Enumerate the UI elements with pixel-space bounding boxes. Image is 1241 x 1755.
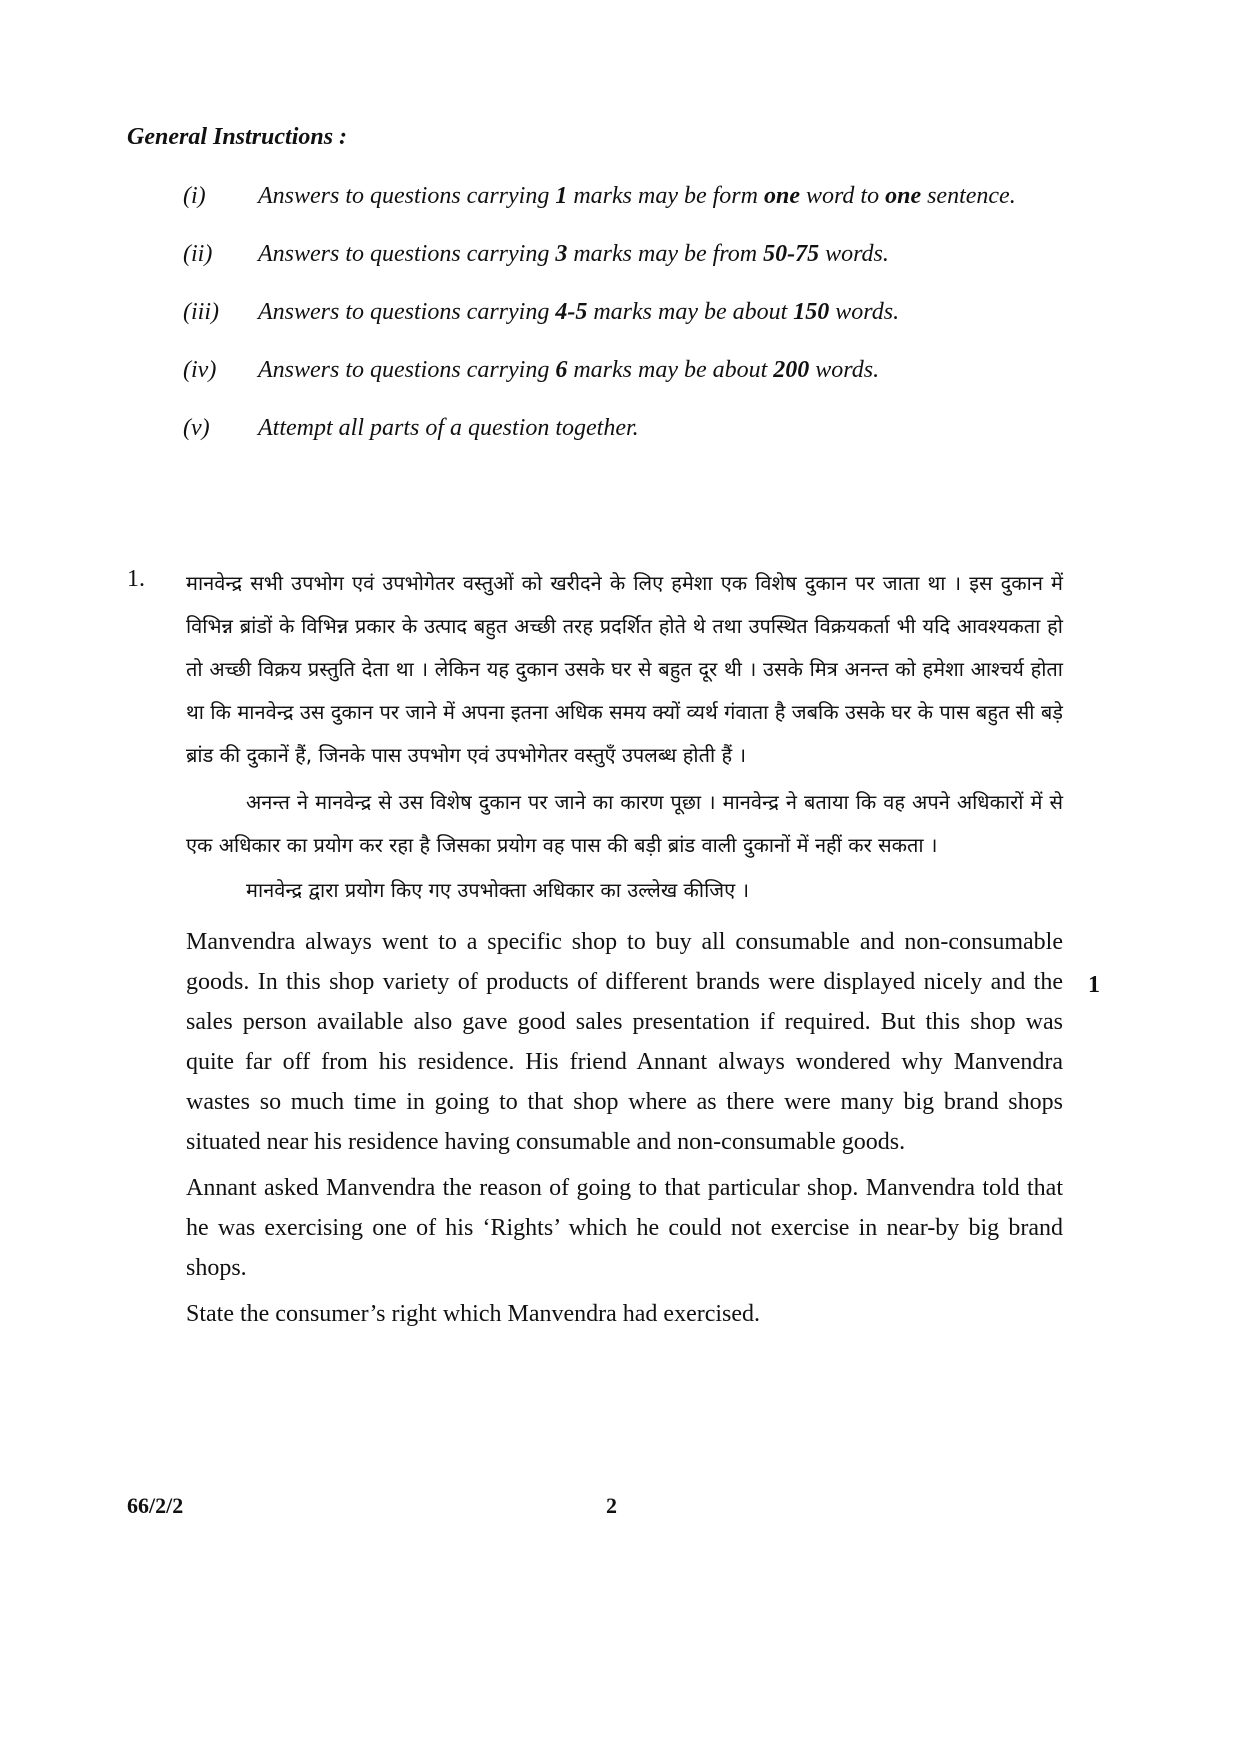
instruction-item: [183, 354, 1083, 412]
instruction-text: Answers to questions carrying 4-5 marks may be about 150 words.: [258, 299, 900, 325]
instruction-item: [183, 180, 1083, 238]
general-instructions-heading: General Instructions :: [127, 124, 348, 150]
question-number: 1.: [127, 566, 145, 592]
instruction-text: Answers to questions carrying 6 marks may be about 200 words.: [258, 357, 880, 383]
hindi-question: मानवेन्द्र द्वारा प्रयोग किए गए उपभोक्ता अधिकार का उल्लेख कीजिए ।: [246, 878, 750, 902]
english-paragraph: Manvendra always went to a specific shop to buy all consumable and non-consumable goods. In this shop variety of products of different brands were displayed nicely and the sales person available also gave good sales presentation if required. But this shop was quite far off from his residence. His friend Annant always wondered why Manvendra wastes so much time in going to that shop where as there were many big brand shops situated near his residence having consumable and non-consumable goods.: [186, 929, 1063, 1155]
instruction-text: Answers to questions carrying 1 marks may be form one word to one sentence.: [258, 183, 1016, 209]
question-1-body: [186, 562, 1063, 1334]
instruction-number: (ii): [183, 241, 213, 267]
instruction-item: [183, 238, 1083, 296]
instruction-number: (iii): [183, 299, 219, 325]
instruction-text: Attempt all parts of a question together.: [258, 415, 639, 441]
english-paragraph: Annant asked Manvendra the reason of going to that particular shop. Manvendra told that he was exercising one of his ‘Rights’ which he could not exercise in near-by big brand shops.: [186, 1175, 1063, 1281]
instruction-number: (iv): [183, 357, 217, 383]
instruction-number: (v): [183, 415, 210, 441]
instruction-text: Answers to questions carrying 3 marks may be from 50-75 words.: [258, 241, 889, 267]
hindi-paragraph: मानवेन्द्र सभी उपभोग एवं उपभोगेतर वस्तुओं को खरीदने के लिए हमेशा एक विशेष दुकान पर जाता था । इस दुकान में विभिन्न ब्रांडों के विभिन्न प्रकार के उत्पाद बहुत अच्छी तरह प्रदर्शित होते थे तथा उपस्थित विक्रयकर्ता भी यदि आवश्यकता हो तो अच्छी विक्रय प्रस्तुति देता था । लेकिन यह दुकान उसके घर से बहुत दूर थी । उसके मित्र अनन्त को हमेशा आश्चर्य होता था कि मानवेन्द्र उस दुकान पर जाने में अपना इतना अधिक समय क्यों व्यर्थ गंवाता है जबकि उसके घर के पास बहुत सी बड़े ब्रांड की दुकानें हैं, जिनके पास उपभोग एवं उपभोगेतर वस्तुएँ उपलब्ध होती हैं ।: [186, 571, 1063, 767]
paper-code: 66/2/2: [127, 1493, 184, 1518]
question-marks: 1: [1088, 972, 1100, 998]
instruction-item: [183, 296, 1083, 354]
hindi-paragraph: अनन्त ने मानवेन्द्र से उस विशेष दुकान पर जाने का कारण पूछा । मानवेन्द्र ने बताया कि वह अपने अधिकारों में से एक अधिकार का प्रयोग कर रहा है जिसका प्रयोग वह पास की बड़ी ब्रांड वाली दुकानों में नहीं कर सकता ।: [186, 790, 1063, 857]
page-number: 2: [606, 1493, 617, 1518]
instruction-item: [183, 412, 1083, 470]
instruction-number: (i): [183, 183, 206, 209]
english-question: State the consumer’s right which Manvendra had exercised.: [186, 1301, 761, 1327]
instructions-list: [183, 180, 1083, 470]
